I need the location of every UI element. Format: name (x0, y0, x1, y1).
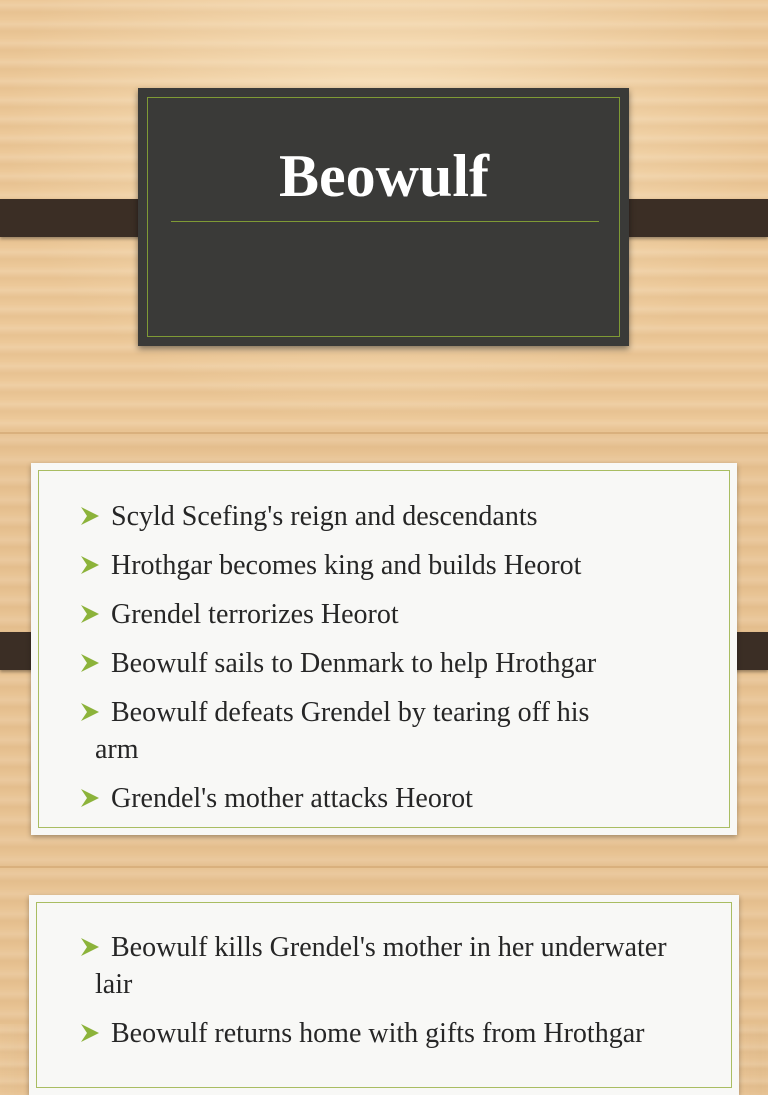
list-item (79, 929, 729, 1003)
content-card (29, 895, 739, 1095)
arrow-bullet-icon (79, 936, 101, 958)
list-item-text: Grendel's mother attacks Heorot (111, 783, 473, 814)
arrow-bullet-icon (79, 603, 101, 625)
list-item (79, 1015, 729, 1052)
summary-slide-1 (0, 434, 768, 866)
title-underline (171, 221, 599, 222)
summary-slide-2 (0, 868, 768, 1049)
list-item (79, 547, 719, 584)
list-item-text: Beowulf sails to Denmark to help Hrothgar (111, 648, 597, 679)
list-item (79, 596, 719, 633)
list-item-text: Hrothgar becomes king and builds Heorot (111, 550, 582, 581)
arrow-bullet-icon (79, 701, 101, 723)
list-item-continuation: lair (95, 969, 133, 1000)
title-card-frame (147, 97, 620, 337)
list-item-continuation: arm (95, 734, 139, 765)
slide-title: Beowulf (279, 143, 489, 209)
list-item-text: Scyld Scefing's reign and descendants (111, 501, 538, 532)
title-card (138, 88, 629, 346)
arrow-bullet-icon (79, 652, 101, 674)
bullet-list (79, 929, 729, 1052)
list-item (79, 645, 719, 682)
list-item-text: Beowulf returns home with gifts from Hrothgar (111, 1018, 645, 1049)
list-item-text: Grendel terrorizes Heorot (111, 599, 399, 630)
list-item (79, 780, 719, 817)
list-item (79, 498, 719, 535)
arrow-bullet-icon (79, 787, 101, 809)
arrow-bullet-icon (79, 1022, 101, 1044)
arrow-bullet-icon (79, 554, 101, 576)
title-slide (0, 0, 768, 432)
list-item-text: Beowulf defeats Grendel by tearing off his (111, 697, 590, 728)
bullet-list (79, 498, 719, 817)
content-card (31, 463, 737, 835)
arrow-bullet-icon (79, 505, 101, 527)
list-item (79, 694, 719, 768)
list-item-text: Beowulf kills Grendel's mother in her underwater (111, 932, 667, 963)
